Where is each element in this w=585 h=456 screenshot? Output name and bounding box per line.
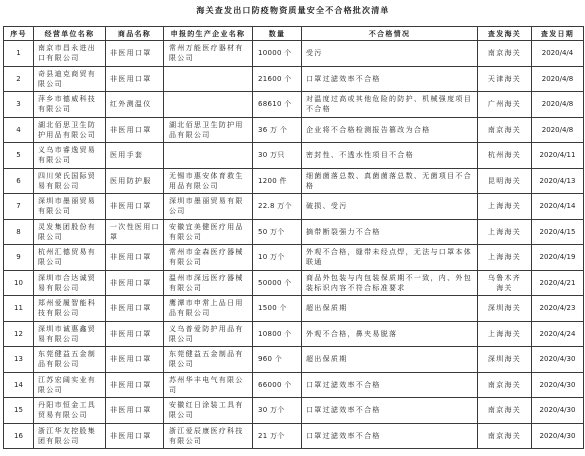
cell-customs: 深圳海关 xyxy=(478,296,532,322)
cell-quantity: 21 万个 xyxy=(253,423,302,449)
cell-customs: 广州海关 xyxy=(478,92,532,118)
cell-customs: 南京海关 xyxy=(478,41,532,67)
cell-customs: 南京海关 xyxy=(478,117,532,143)
cell-nonconformity: 外观不合格，鼻夹易脱落 xyxy=(302,321,478,347)
cell-operator: 萍乡市德威科技有限公司 xyxy=(34,92,106,118)
cell-date: 2020/4/23 xyxy=(532,296,584,322)
cell-product: 非医用口罩 xyxy=(106,245,164,271)
cell-date: 2020/4/24 xyxy=(532,321,584,347)
cell-product: 非医用口罩 xyxy=(106,321,164,347)
cell-date: 2020/4/30 xyxy=(532,423,584,449)
document-title: 海关查发出口防疫物资质量安全不合格批次清单 xyxy=(196,6,390,15)
cell-seq: 16 xyxy=(4,423,34,449)
cell-customs: 天津海关 xyxy=(478,66,532,92)
cell-product: 非医用口罩 xyxy=(106,347,164,373)
table-row xyxy=(4,270,584,296)
table-row xyxy=(4,296,584,322)
cell-seq: 6 xyxy=(4,168,34,194)
cell-seq: 2 xyxy=(4,66,34,92)
cell-nonconformity: 商品外包装与内包装保质期不一致，内、外包装标识内容不符合标准要求 xyxy=(302,270,478,296)
cell-product: 非医用口罩 xyxy=(106,372,164,398)
header-manufacturer: 申报的生产企业名称 xyxy=(164,27,253,41)
cell-product: 一次性医用口罩 xyxy=(106,219,164,245)
cell-product: 非医用口罩 xyxy=(106,423,164,449)
cell-manufacturer xyxy=(164,92,253,118)
cell-nonconformity: 口罩过滤效率不合格 xyxy=(302,398,478,424)
cell-product: 非医用口罩 xyxy=(106,296,164,322)
header-seq: 序号 xyxy=(4,27,34,41)
cell-seq: 4 xyxy=(4,117,34,143)
table-row xyxy=(4,398,584,424)
nonconformity-table xyxy=(3,26,584,449)
cell-date: 2020/4/21 xyxy=(532,270,584,296)
cell-operator: 东莞健益五金制品有限公司 xyxy=(34,347,106,373)
cell-product: 非医用口罩 xyxy=(106,66,164,92)
cell-quantity: 50000 个 xyxy=(253,270,302,296)
cell-operator: 灵发集团股份有限公司 xyxy=(34,219,106,245)
cell-product: 医用手套 xyxy=(106,143,164,169)
cell-manufacturer: 义乌普爱防护用品有限公司 xyxy=(164,321,253,347)
cell-nonconformity: 超出保质期 xyxy=(302,347,478,373)
cell-customs: 南京海关 xyxy=(478,372,532,398)
cell-manufacturer: 温州市深远医疗器械有限公司 xyxy=(164,270,253,296)
table-body xyxy=(4,41,584,449)
cell-nonconformity: 受污 xyxy=(302,41,478,67)
cell-quantity: 21600 个 xyxy=(253,66,302,92)
cell-quantity: 66000 个 xyxy=(253,372,302,398)
cell-product: 红外测温仪 xyxy=(106,92,164,118)
cell-nonconformity: 口罩过滤效率不合格 xyxy=(302,423,478,449)
cell-seq: 3 xyxy=(4,92,34,118)
cell-date: 2020/4/8 xyxy=(532,92,584,118)
header-customs: 查发海关 xyxy=(478,27,532,41)
cell-seq: 13 xyxy=(4,347,34,373)
cell-seq: 15 xyxy=(4,398,34,424)
cell-nonconformity: 破损、受污 xyxy=(302,194,478,220)
cell-seq: 12 xyxy=(4,321,34,347)
table-row xyxy=(4,219,584,245)
table-row xyxy=(4,143,584,169)
table-row xyxy=(4,321,584,347)
cell-product: 非医用口罩 xyxy=(106,41,164,67)
cell-manufacturer: 湖北佰思卫生防护用品有限公司 xyxy=(164,117,253,143)
table-row xyxy=(4,92,584,118)
cell-nonconformity: 超出保质期 xyxy=(302,296,478,322)
table-row xyxy=(4,347,584,373)
cell-quantity: 10800 个 xyxy=(253,321,302,347)
cell-seq: 8 xyxy=(4,219,34,245)
table-row xyxy=(4,194,584,220)
header-quantity: 数量 xyxy=(253,27,302,41)
cell-manufacturer: 苏州华丰电气有限公司 xyxy=(164,372,253,398)
table-row xyxy=(4,41,584,67)
cell-quantity: 50 万个 xyxy=(253,219,302,245)
cell-date: 2020/4/19 xyxy=(532,245,584,271)
cell-nonconformity: 口罩过滤效率不合格 xyxy=(302,66,478,92)
cell-nonconformity: 细菌菌落总数、真菌菌落总数、无菌项目不合格 xyxy=(302,168,478,194)
cell-nonconformity: 密封性、不透水性项目不合格 xyxy=(302,143,478,169)
cell-date: 2020/4/14 xyxy=(532,194,584,220)
cell-date: 2020/4/30 xyxy=(532,347,584,373)
cell-quantity: 30 万个 xyxy=(253,398,302,424)
cell-quantity: 30 万只 xyxy=(253,143,302,169)
header-product: 商品名称 xyxy=(106,27,164,41)
header-operator: 经营单位名称 xyxy=(34,27,106,41)
cell-quantity: 1500 个 xyxy=(253,296,302,322)
cell-quantity: 960 个 xyxy=(253,347,302,373)
cell-operator: 奇县迪克商贸有限公司 xyxy=(34,66,106,92)
cell-operator: 湖北佰思卫生防护用品有限公司 xyxy=(34,117,106,143)
table-row xyxy=(4,423,584,449)
table-header xyxy=(4,27,584,41)
cell-date: 2020/4/30 xyxy=(532,372,584,398)
cell-manufacturer: 安徽红日涂装工具有限公司 xyxy=(164,398,253,424)
cell-seq: 5 xyxy=(4,143,34,169)
cell-date: 2020/4/4 xyxy=(532,41,584,67)
cell-operator: 丹阳市恒金工具贸易有限公司 xyxy=(34,398,106,424)
cell-manufacturer: 安徽宜美健医疗用品有限公司 xyxy=(164,219,253,245)
cell-seq: 14 xyxy=(4,372,34,398)
cell-customs: 深圳海关 xyxy=(478,347,532,373)
cell-operator: 浙江华友控股集团有限公司 xyxy=(34,423,106,449)
cell-manufacturer: 常州万能医疗器材有限公司 xyxy=(164,41,253,67)
cell-manufacturer xyxy=(164,66,253,92)
cell-operator: 南京市昌永进出口有限公司 xyxy=(34,41,106,67)
table-row xyxy=(4,117,584,143)
cell-customs: 南京海关 xyxy=(478,398,532,424)
cell-customs: 杭州海关 xyxy=(478,143,532,169)
cell-quantity: 1200 件 xyxy=(253,168,302,194)
cell-nonconformity: 外观不合格，缝带未经点焊，无法与口罩本体联通 xyxy=(302,245,478,271)
table-row xyxy=(4,168,584,194)
cell-manufacturer: 浙江爱辰康医疗科技有限公司 xyxy=(164,423,253,449)
cell-operator: 深圳市墨丽贸易有限公司 xyxy=(34,194,106,220)
cell-operator: 义乌市睿逸贸易有限公司 xyxy=(34,143,106,169)
cell-date: 2020/4/8 xyxy=(532,117,584,143)
cell-quantity: 10000 个 xyxy=(253,41,302,67)
cell-seq: 10 xyxy=(4,270,34,296)
cell-date: 2020/4/8 xyxy=(532,66,584,92)
table-row xyxy=(4,245,584,271)
cell-manufacturer: 东莞健益五金制品有限公司 xyxy=(164,347,253,373)
cell-quantity: 36 万 个 xyxy=(253,117,302,143)
cell-customs: 乌鲁木齐海关 xyxy=(478,270,532,296)
cell-manufacturer: 无锡市惠安体育救生用品有限公司 xyxy=(164,168,253,194)
cell-operator: 深圳市合达诚贸易有限公司 xyxy=(34,270,106,296)
cell-customs: 昆明海关 xyxy=(478,168,532,194)
cell-date: 2020/4/15 xyxy=(532,219,584,245)
cell-seq: 11 xyxy=(4,296,34,322)
cell-customs: 上海海关 xyxy=(478,245,532,271)
header-date: 查发日期 xyxy=(532,27,584,41)
cell-product: 非医用口罩 xyxy=(106,398,164,424)
table-header-row xyxy=(4,27,584,41)
cell-manufacturer: 深圳市墨丽贸易有限公司 xyxy=(164,194,253,220)
cell-manufacturer: 常州市金森医疗器械有限公司 xyxy=(164,245,253,271)
table-row xyxy=(4,66,584,92)
cell-operator: 郑州爱履智能科技有限公司 xyxy=(34,296,106,322)
cell-seq: 9 xyxy=(4,245,34,271)
cell-operator: 杭州汇德贸易有限公司 xyxy=(34,245,106,271)
cell-quantity: 22.8 万个 xyxy=(253,194,302,220)
cell-customs: 南京海关 xyxy=(478,423,532,449)
cell-customs: 上海海关 xyxy=(478,194,532,220)
cell-operator: 江苏宏阔实业有限公司 xyxy=(34,372,106,398)
cell-customs: 上海海关 xyxy=(478,219,532,245)
cell-seq: 7 xyxy=(4,194,34,220)
cell-product: 医用防护服 xyxy=(106,168,164,194)
cell-quantity: 10 万个 xyxy=(253,245,302,271)
cell-operator: 深圳市诚惠鑫贸易有限公司 xyxy=(34,321,106,347)
cell-operator: 四川荣氏国际贸易有限公司 xyxy=(34,168,106,194)
cell-quantity: 68610 个 xyxy=(253,92,302,118)
header-nonconformity: 不合格情况 xyxy=(302,27,478,41)
cell-date: 2020/4/13 xyxy=(532,168,584,194)
cell-product: 非医用口罩 xyxy=(106,194,164,220)
cell-product: 非医用口罩 xyxy=(106,117,164,143)
cell-nonconformity: 摘带断裂强力不合格 xyxy=(302,219,478,245)
cell-manufacturer xyxy=(164,143,253,169)
cell-seq: 1 xyxy=(4,41,34,67)
cell-nonconformity: 口罩过滤效率不合格 xyxy=(302,372,478,398)
cell-nonconformity: 对温度过高或其他危险的防护、机械强度项目不合格 xyxy=(302,92,478,118)
cell-customs: 上海海关 xyxy=(478,321,532,347)
cell-date: 2020/4/30 xyxy=(532,398,584,424)
cell-product: 非医用口罩 xyxy=(106,270,164,296)
cell-date: 2020/4/11 xyxy=(532,143,584,169)
cell-manufacturer: 鹰潭市申常上品日用品有限公司 xyxy=(164,296,253,322)
cell-nonconformity: 企业将不合格检测报告篡改为合格 xyxy=(302,117,478,143)
table-row xyxy=(4,372,584,398)
